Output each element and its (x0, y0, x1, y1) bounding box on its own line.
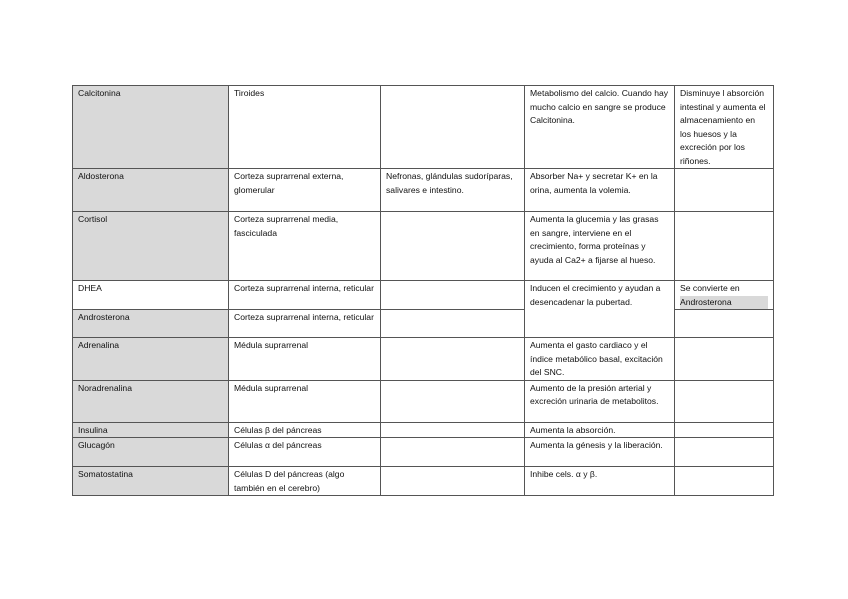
gland-cell: Médula suprarrenal (229, 338, 381, 381)
function-cell: Inducen el crecimiento y ayudan a desencadenar la pubertad. (525, 281, 675, 338)
function-cell: Inhibe cels. α y β. (525, 467, 675, 496)
notes-cell (675, 212, 774, 281)
gland-cell: Células α del páncreas (229, 438, 381, 467)
notes-cell (675, 467, 774, 496)
notes-cell (675, 438, 774, 467)
function-cell: Aumenta el gasto cardiaco y el índice metabólico basal, excitación del SNC. (525, 338, 675, 381)
hormone-cell: Aldosterona (73, 169, 229, 212)
gland-cell: Médula suprarrenal (229, 380, 381, 422)
table-row (73, 422, 774, 438)
hormone-cell: Calcitonina (73, 86, 229, 169)
target-cell (381, 467, 525, 496)
gland-cell: Células β del páncreas (229, 422, 381, 438)
table-row (73, 438, 774, 467)
function-cell: Metabolismo del calcio. Cuando hay mucho calcio en sangre se produce Calcitonina. (525, 86, 675, 169)
notes-cell (675, 422, 774, 438)
table-row (73, 380, 774, 422)
table-row (73, 338, 774, 381)
notes-prefix: Se convierte en (680, 283, 740, 293)
function-cell: Aumento de la presión arterial y excreción urinaria de metabolitos. (525, 380, 675, 422)
target-cell (381, 380, 525, 422)
target-cell (381, 422, 525, 438)
hormone-cell: Glucagón (73, 438, 229, 467)
gland-cell: Tiroides (229, 86, 381, 169)
target-cell (381, 338, 525, 381)
hormone-cell: Cortisol (73, 212, 229, 281)
gland-cell: Corteza suprarrenal media, fasciculada (229, 212, 381, 281)
gland-cell: Corteza suprarrenal externa, glomerular (229, 169, 381, 212)
table-row (73, 467, 774, 496)
target-cell (381, 310, 525, 338)
target-cell: Nefronas, glándulas sudoríparas, salivares e intestino. (381, 169, 525, 212)
hormone-cell: Somatostatina (73, 467, 229, 496)
gland-cell: Corteza suprarrenal interna, reticular (229, 281, 381, 310)
target-cell (381, 281, 525, 310)
function-cell: Absorber Na+ y secretar K+ en la orina, aumenta la volemia. (525, 169, 675, 212)
function-cell: Aumenta la absorción. (525, 422, 675, 438)
function-cell: Aumenta la génesis y la liberación. (525, 438, 675, 467)
hormone-cell: Noradrenalina (73, 380, 229, 422)
table-row (73, 281, 774, 310)
table-row (73, 212, 774, 281)
hormone-cell: Adrenalina (73, 338, 229, 381)
hormone-table (72, 85, 774, 496)
notes-cell (675, 281, 774, 310)
target-cell (381, 212, 525, 281)
function-cell: Aumenta la glucemia y las grasas en sangre, interviene en el crecimiento, forma proteínas y ayuda al Ca2+ a fijarse al hueso. (525, 212, 675, 281)
table-row (73, 86, 774, 169)
target-cell (381, 86, 525, 169)
notes-cell (675, 310, 774, 338)
hormone-cell: Insulina (73, 422, 229, 438)
notes-cell (675, 380, 774, 422)
notes-link: Androsterona (680, 296, 768, 310)
hormone-cell: Androsterona (73, 310, 229, 338)
table-row (73, 169, 774, 212)
gland-cell: Corteza suprarrenal interna, reticular (229, 310, 381, 338)
notes-cell: Disminuye l absorción intestinal y aumenta el almacenamiento en los huesos y la excreción por los riñones. (675, 86, 774, 169)
gland-cell: Células D del páncreas (algo también en el cerebro) (229, 467, 381, 496)
target-cell (381, 438, 525, 467)
hormone-cell: DHEA (73, 281, 229, 310)
notes-cell (675, 169, 774, 212)
notes-cell (675, 338, 774, 381)
